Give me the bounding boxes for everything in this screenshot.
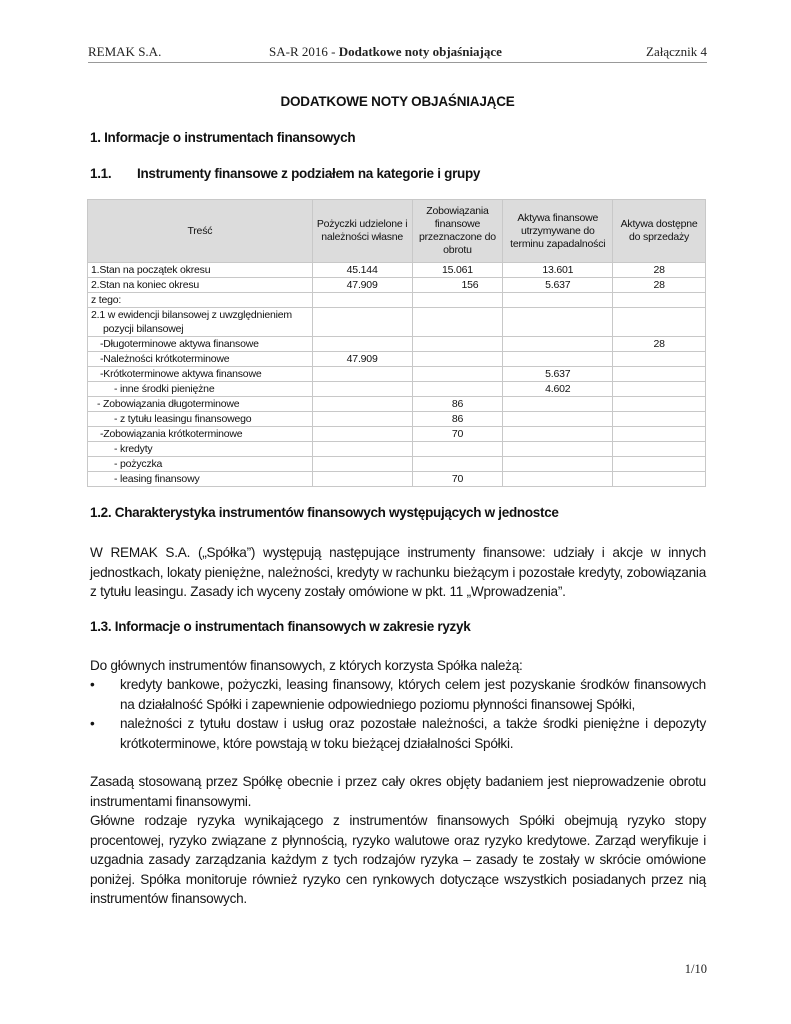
table-row (88, 367, 706, 382)
cell-value (613, 442, 706, 457)
cell-value: 70 (412, 472, 503, 487)
cell-value: 47.909 (312, 278, 412, 293)
cell-value (412, 367, 503, 382)
cell-value (503, 412, 613, 427)
row-label: - leasing finansowy (88, 472, 313, 487)
row-label: - pożyczka (88, 457, 313, 472)
cell-value (412, 337, 503, 352)
table-row (88, 278, 706, 293)
row-label: -Zobowiązania krótkoterminowe (88, 427, 313, 442)
table-row (88, 337, 706, 352)
section-1-1-number: 1.1. (90, 166, 112, 181)
cell-value (412, 457, 503, 472)
cell-value: 28 (613, 278, 706, 293)
bullet-icon: • (90, 716, 95, 731)
cell-value (613, 367, 706, 382)
column-header: Pożyczki udzielone i należności własne (312, 200, 412, 263)
table-row (88, 457, 706, 472)
cell-value: 156 (412, 278, 503, 293)
row-label: - kredyty (88, 442, 313, 457)
financial-instruments-table (87, 199, 706, 487)
cell-value (312, 308, 412, 337)
cell-value (503, 457, 613, 472)
cell-value: 28 (613, 263, 706, 278)
bullet-text: należności z tytułu dostaw i usług oraz pozostałe należności, a także środki pieniężne i depozyty krótkoterminowe, które powstają w toku bieżącej działalności Spółki. (120, 716, 706, 751)
cell-value: 86 (412, 397, 503, 412)
cell-value (312, 427, 412, 442)
section-1-3-heading: 1.3. Informacje o instrumentach finansowych w zakresie ryzyk (90, 619, 471, 634)
header-company: REMAK S.A. (88, 44, 162, 59)
cell-value (312, 367, 412, 382)
cell-value (503, 442, 613, 457)
cell-value: 4.602 (503, 382, 613, 397)
section-1-heading: 1. Informacje o instrumentach finansowych (90, 130, 356, 145)
bullet-item (90, 675, 706, 714)
cell-value (613, 397, 706, 412)
section-1-3-paragraph-3: Główne rodzaje ryzyka wynikającego z instrumentów finansowych Spółki obejmują ryzyko stopy procentowej, ryzyko związane z płynnością, ryzyko walutowe oraz ryzyko kredytowe. Zarząd weryfikuje i uzgadnia zasady zarządzania każdym z tych rodzajów ryzyka – zasady te zostały w skrócie omówione poniżej. Spółka monitoruje również ryzyko cen rynkowych dotyczące wszystkich posiadanych przez nią instrumentów finansowych. (90, 813, 706, 906)
cell-value: 28 (613, 337, 706, 352)
section-1-2-heading: 1.2. Charakterystyka instrumentów finansowych występujących w jednostce (90, 505, 559, 520)
cell-value: 86 (412, 412, 503, 427)
table-row (88, 263, 706, 278)
table-row (88, 412, 706, 427)
cell-value (312, 412, 412, 427)
cell-value (503, 352, 613, 367)
bullet-text: kredyty bankowe, pożyczki, leasing finansowy, których celem jest pozyskanie środków finansowych na działalność Spółki i zapewnienie odpowiedniego poziomu płynności finansowej Spółki, (120, 677, 706, 712)
cell-value (503, 308, 613, 337)
page-number: 1/10 (684, 962, 707, 976)
cell-value (613, 352, 706, 367)
row-label: z tego: (88, 293, 313, 308)
row-label: - inne środki pieniężne (88, 382, 313, 397)
section-1-3-paragraph-2: Zasadą stosowaną przez Spółkę obecnie i przez cały okres objęty badaniem jest nieprowadzenie obrotu instrumentami finansowymi. (90, 774, 706, 809)
row-label: -Należności krótkoterminowe (88, 352, 313, 367)
cell-value (312, 337, 412, 352)
cell-value (312, 442, 412, 457)
header-report-prefix: SA-R 2016 - (269, 44, 339, 59)
table-row (88, 472, 706, 487)
cell-value (412, 382, 503, 397)
column-header: Aktywa finansowe utrzymywane do terminu zapadalności (503, 200, 613, 263)
cell-value (312, 457, 412, 472)
cell-value (312, 397, 412, 412)
cell-value: 47.909 (312, 352, 412, 367)
row-label: - z tytułu leasingu finansowego (88, 412, 313, 427)
cell-value: 45.144 (312, 263, 412, 278)
bullet-icon: • (90, 677, 95, 692)
cell-value (613, 412, 706, 427)
table-row (88, 352, 706, 367)
cell-value: 70 (412, 427, 503, 442)
document-title: DODATKOWE NOTY OBJAŚNIAJĄCE (280, 94, 515, 109)
cell-value (412, 308, 503, 337)
cell-value (503, 397, 613, 412)
page-header (88, 44, 707, 63)
column-header: Zobowiązania finansowe przeznaczone do obrotu (412, 200, 503, 263)
table-header-row (88, 200, 706, 263)
table-row (88, 442, 706, 457)
row-label: -Długoterminowe aktywa finansowe (88, 337, 313, 352)
cell-value (613, 427, 706, 442)
cell-value (312, 293, 412, 308)
cell-value (613, 457, 706, 472)
cell-value (613, 472, 706, 487)
cell-value (613, 308, 706, 337)
bullet-item (90, 714, 706, 753)
cell-value (613, 293, 706, 308)
section-1-2-paragraph: W REMAK S.A. („Spółka”) występują następujące instrumenty finansowe: udziały i akcje w innych jednostkach, lokaty pieniężne, należności, kredyty w rachunku bieżącym i pozostałe kredyty, zobowiązania z tytułu leasingu. Zasady ich wyceny zostały omówione w pkt. 11 „Wprowadzenia”. (90, 545, 706, 599)
row-label: 2.1 w ewidencji bilansowej z uwzględnieniem pozycji bilansowej (88, 308, 313, 337)
row-label: - Zobowiązania długoterminowe (88, 397, 313, 412)
cell-value (412, 293, 503, 308)
instruments-bullet-list (90, 675, 706, 753)
cell-value: 5.637 (503, 367, 613, 382)
section-1-3-intro: Do głównych instrumentów finansowych, z których korzysta Spółka należą: (90, 658, 523, 673)
cell-value: 13.601 (503, 263, 613, 278)
section-1-1-title: Instrumenty finansowe z podziałem na kategorie i grupy (137, 166, 481, 181)
cell-value (503, 472, 613, 487)
row-label: 2.Stan na koniec okresu (88, 278, 313, 293)
table-row (88, 382, 706, 397)
header-attachment: Załącznik 4 (646, 44, 707, 59)
cell-value (613, 382, 706, 397)
header-report-title: Dodatkowe noty objaśniające (338, 44, 502, 59)
cell-value (503, 293, 613, 308)
column-header: Aktywa dostępne do sprzedaży (613, 200, 706, 263)
section-1-1-heading (90, 166, 480, 181)
column-header: Treść (88, 200, 313, 263)
cell-value (503, 337, 613, 352)
cell-value (312, 382, 412, 397)
header-report (269, 44, 502, 60)
cell-value: 15.061 (412, 263, 503, 278)
cell-value (412, 352, 503, 367)
cell-value: 5.637 (503, 278, 613, 293)
table-row (88, 293, 706, 308)
table-row (88, 427, 706, 442)
cell-value (412, 442, 503, 457)
row-label: -Krótkoterminowe aktywa finansowe (88, 367, 313, 382)
table-row (88, 308, 706, 337)
cell-value (503, 427, 613, 442)
table-row (88, 397, 706, 412)
row-label: 1.Stan na początek okresu (88, 263, 313, 278)
cell-value (312, 472, 412, 487)
